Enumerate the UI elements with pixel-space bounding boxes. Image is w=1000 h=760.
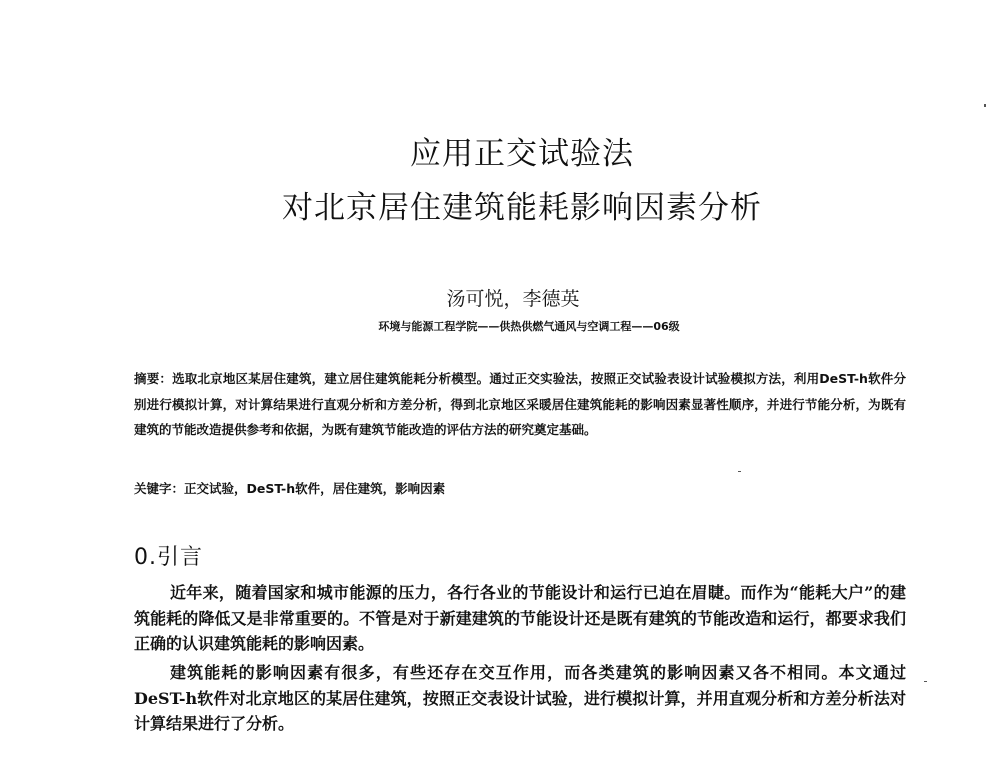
paper-title-line-1: 应用正交试验法: [410, 136, 634, 172]
abstract-text: 选取北京地区某居住建筑，建立居住建筑能耗分析模型。通过正交实验法，按照正交试验表设计试验模拟方法，利用DeST-h软件分别进行模拟计算，对计算结果进行直观分析和方差分析，得到北京地区采暖居住建筑能耗的影响因素显著性顺序，并进行节能分析，为既有建筑的节能改造提供参考和依据，为既有建筑节能改造的评估方法的研究奠定基础。: [134, 371, 906, 437]
paragraph-1: 近年来，随着国家和城市能源的压力，各行各业的节能设计和运行已迫在眉睫。而作为“能耗大户”的建筑能耗的降低又是非常重要的。不管是对于新建建筑的节能设计还是既有建筑的节能改造和运行，都要求我们正确的认识建筑能耗的影响因素。: [134, 583, 906, 653]
section-heading: 0.引言: [134, 545, 203, 570]
abstract: [134, 366, 906, 443]
affiliation: 环境与能源工程学院——供热供燃气通风与空调工程——06级: [378, 320, 680, 333]
scan-speck: [984, 104, 986, 107]
scan-speck: [738, 471, 741, 472]
keywords-label: 关键字：: [134, 481, 185, 496]
keywords: [134, 477, 906, 501]
authors: 汤可悦，李德英: [446, 288, 580, 310]
scan-speck: [924, 681, 927, 682]
paragraph-2: 建筑能耗的影响因素有很多，有些还存在交互作用，而各类建筑的影响因素又各不相同。本文通过DeST-h软件对北京地区的某居住建筑，按照正交表设计试验，进行模拟计算，并用直观分析和方差分析法对计算结果进行了分析。: [134, 663, 906, 733]
paper-title-line-2: 对北京居住建筑能耗影响因素分析: [282, 190, 762, 226]
keywords-text: 正交试验，DeST-h软件，居住建筑，影响因素: [184, 481, 446, 496]
abstract-label: 摘要：: [134, 371, 173, 386]
